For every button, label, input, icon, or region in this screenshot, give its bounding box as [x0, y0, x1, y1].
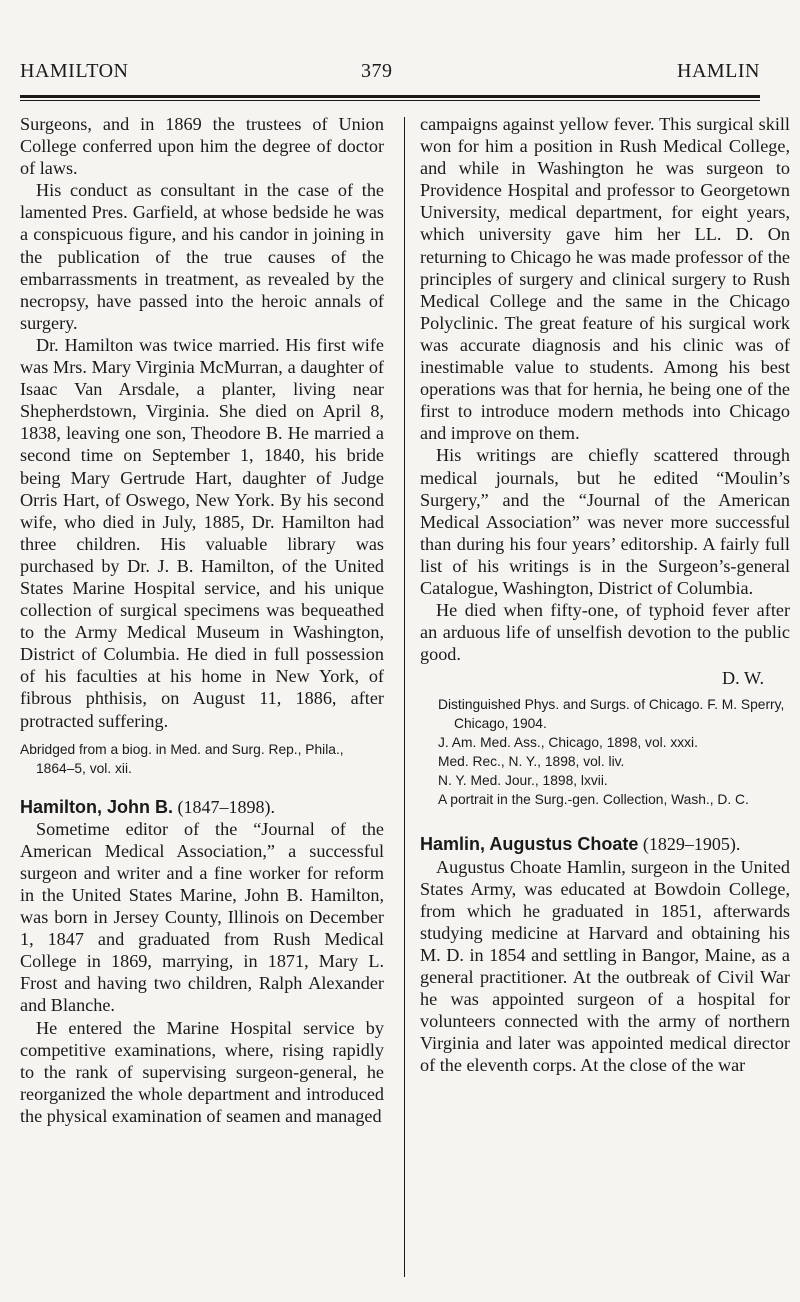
- entry-heading: [420, 833, 790, 855]
- paragraph: Dr. Hamilton was twice married. His first wife was Mrs. Mary Virginia McMurran, a daughter of Isaac Van Arsdale, a planter, living near Shepherdstown, Virginia. She died on April 8, 1838, leaving one son, Theodore B. He married a second time on September 1, 1840, his bride being Mary Gertrude Hart, daughter of Judge Orris Hart, of Oswego, New York. By his second wife, who died in July, 1885, Dr. Hamilton had three children. His valuable library was purchased by Dr. J. B. Hamilton, of the United States Marine Hospital service, and his unique collection of surgical specimens was bequeathed to the Army Medical Museum in Washington, District of Columbia. He died in full possession of his faculties at his home in New York, of fibrous phthisis, on August 11, 1886, after protracted suffering.: [20, 334, 384, 731]
- header-rule-thin: [20, 100, 760, 101]
- bibliography-item: Distinguished Phys. and Surgs. of Chicago. F. M. Sperry, Chicago, 1904.: [438, 697, 785, 732]
- paragraph: He entered the Marine Hospital service by competitive examinations, where, rising rapidly to the rank of supervising surgeon-general, he reorganized the whole department and introduced the physical examination of seamen and managed: [20, 1017, 384, 1126]
- entry-dates: (1829–1905).: [642, 834, 741, 855]
- entry-dates: (1847–1898).: [177, 796, 276, 817]
- column-divider: [404, 117, 405, 1277]
- paragraph: Surgeons, and in 1869 the trustees of Union College conferred upon him the degree of doctor of laws.: [20, 114, 384, 179]
- right-column: [420, 113, 790, 1076]
- bibliography-item: A portrait in the Surg.-gen. Collection, Wash., D. C.: [438, 792, 749, 808]
- paragraph: campaigns against yellow fever. This surgical skill won for him a position in Rush Medical College, and while in Washington he was surgeon to Providence Hospital and professor to Georgetown University, medical department, for eight years, which university gave him her LL. D. On returning to Chicago he was made professor of the principles of surgery and clinical surgery to Rush Medical College and the same in the Chicago Polyclinic. The great feature of his surgical work was accurate diagnosis and his clinic was of inestimable value to students. Among his best operations was that for hernia, he being one of the first to introduce modern methods into Chicago and improve on them.: [420, 114, 790, 444]
- paragraph: Sometime editor of the “Journal of the American Medical Association,” a successful surgeon and writer and a fine worker for reform in the United States Marine, John B. Hamilton, was born in Jersey County, Illinois on December 1, 1847 and graduated from Rush Medical College in 1869, marrying, in 1871, Mary L. Frost and having two children, Ralph Alexander and Blanche.: [20, 818, 384, 1016]
- paragraph: His writings are chiefly scattered through medical journals, but he edited “Moulin’s Surgery,” and the “Journal of the American Medical Association” was never more successful than during his four years’ editorship. A fairly full list of his writings is in the Surgeon’s-general Catalogue, Washington, District of Columbia.: [420, 445, 790, 598]
- bibliography-note: Abridged from a biog. in Med. and Surg. Rep., Phila., 1864–5, vol. xii.: [20, 741, 344, 776]
- bibliography-list: [420, 695, 790, 809]
- entry-heading: [20, 796, 384, 818]
- header-rule: [20, 95, 760, 98]
- page-number: 379: [361, 60, 393, 82]
- paragraph: Augustus Choate Hamlin, surgeon in the United States Army, was educated at Bowdoin College, from which he graduated in 1851, afterwards studying medicine at Harvard and obtaining his M. D. in 1854 and settling in Bangor, Maine, as a general practitioner. At the outbreak of Civil War he was appointed surgeon of a hospital for volunteers connected with the army of northern Virginia and later was appointed medical director of the eleventh corps. At the close of the war: [420, 856, 790, 1076]
- entry-name: Hamilton, John B.: [20, 796, 173, 817]
- entry-name: Hamlin, Augustus Choate: [420, 834, 639, 855]
- header-left-name: HAMILTON: [20, 60, 129, 82]
- bibliography-item: J. Am. Med. Ass., Chicago, 1898, vol. xxxi.: [438, 735, 698, 751]
- left-column: [20, 113, 384, 1127]
- paragraph: His conduct as consultant in the case of the lamented Pres. Garfield, at whose bedside he was a conspicuous figure, and his candor in joining in the publication of the true causes of the embarrassments in treatment, as revealed by the necropsy, have passed into the heroic annals of surgery.: [20, 180, 384, 333]
- header-right-name: HAMLIN: [677, 60, 760, 82]
- bibliography-item: N. Y. Med. Jour., 1898, lxvii.: [438, 773, 608, 789]
- paragraph: He died when fifty-one, of typhoid fever after an arduous life of unselfish devotion to the public good.: [420, 600, 790, 665]
- bibliography-item: Med. Rec., N. Y., 1898, vol. liv.: [438, 754, 625, 770]
- author-signature: D. W.: [722, 668, 764, 689]
